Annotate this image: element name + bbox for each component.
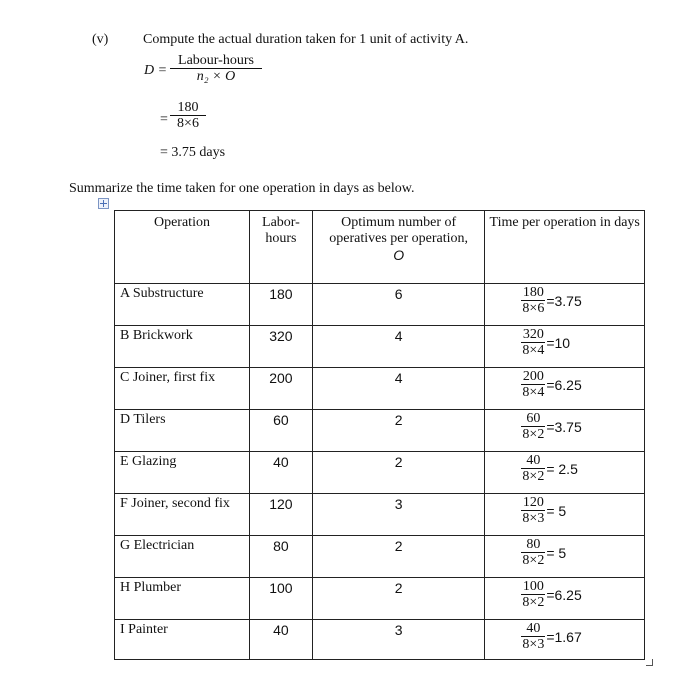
time-summary-table bbox=[114, 210, 645, 660]
time-fraction bbox=[521, 411, 581, 442]
substitution-denominator: 8×6 bbox=[177, 116, 199, 131]
substitution-numerator: 180 bbox=[177, 100, 199, 115]
time-fraction bbox=[521, 579, 581, 610]
header-optimum-symbol: O bbox=[393, 247, 405, 263]
operatives-cell: 3 bbox=[312, 494, 485, 536]
operation-cell: B Brickwork bbox=[115, 326, 250, 368]
table-row bbox=[115, 620, 645, 660]
labor-hours-cell: 180 bbox=[249, 284, 312, 326]
time-fraction bbox=[521, 495, 566, 526]
operation-cell: F Joiner, second fix bbox=[115, 494, 250, 536]
time-cell bbox=[485, 452, 645, 494]
time-denominator: 8×2 bbox=[522, 427, 545, 442]
time-numerator: 60 bbox=[521, 411, 545, 427]
formula-lhs: D = bbox=[144, 63, 168, 78]
time-result: =6.25 bbox=[546, 586, 582, 603]
substitution-equals: = bbox=[160, 112, 168, 127]
time-fraction bbox=[521, 537, 566, 568]
time-cell bbox=[485, 326, 645, 368]
table-row bbox=[115, 536, 645, 578]
time-denominator: 8×4 bbox=[522, 385, 545, 400]
labor-hours-cell: 120 bbox=[249, 494, 312, 536]
operatives-cell: 2 bbox=[312, 452, 485, 494]
time-cell bbox=[485, 578, 645, 620]
header-operation: Operation bbox=[115, 211, 250, 284]
time-fraction bbox=[521, 327, 570, 358]
labor-hours-cell: 60 bbox=[249, 410, 312, 452]
time-result: = 5 bbox=[546, 544, 567, 561]
time-denominator: 8×6 bbox=[522, 301, 545, 316]
time-cell bbox=[485, 410, 645, 452]
time-denominator: 8×2 bbox=[522, 469, 545, 484]
time-numerator: 40 bbox=[521, 621, 545, 637]
operatives-cell: 4 bbox=[312, 368, 485, 410]
step-number: (v) bbox=[92, 32, 109, 47]
table-row bbox=[115, 494, 645, 536]
time-result: =6.25 bbox=[546, 376, 582, 393]
operatives-cell: 2 bbox=[312, 578, 485, 620]
time-result: =3.75 bbox=[546, 292, 582, 309]
operation-cell: C Joiner, first fix bbox=[115, 368, 250, 410]
summary-text: Summarize the time taken for one operation in days as below. bbox=[69, 181, 415, 196]
labor-hours-cell: 80 bbox=[249, 536, 312, 578]
header-time-per-operation: Time per operation in days bbox=[485, 211, 645, 284]
header-optimum-operatives: Optimum number of operatives per operation, O bbox=[312, 211, 485, 284]
time-cell bbox=[485, 620, 645, 660]
substitution-fraction bbox=[170, 100, 206, 131]
table-row bbox=[115, 410, 645, 452]
time-result: = 5 bbox=[546, 502, 567, 519]
time-denominator: 8×2 bbox=[522, 553, 545, 568]
table-header-row bbox=[115, 211, 645, 284]
time-numerator: 80 bbox=[521, 537, 545, 553]
time-fraction bbox=[521, 369, 581, 400]
time-cell bbox=[485, 368, 645, 410]
operatives-cell: 3 bbox=[312, 620, 485, 660]
operation-cell: D Tilers bbox=[115, 410, 250, 452]
table-row bbox=[115, 326, 645, 368]
time-numerator: 100 bbox=[522, 579, 544, 594]
header-labor-hours: Labor-hours bbox=[249, 211, 312, 284]
operation-cell: A Substructure bbox=[115, 284, 250, 326]
formula-fraction bbox=[170, 53, 262, 84]
operatives-cell: 2 bbox=[312, 410, 485, 452]
table-row bbox=[115, 368, 645, 410]
time-result: =3.75 bbox=[546, 418, 582, 435]
time-numerator: 180 bbox=[522, 285, 544, 300]
operation-cell: G Electrician bbox=[115, 536, 250, 578]
time-cell bbox=[485, 284, 645, 326]
operation-cell: H Plumber bbox=[115, 578, 250, 620]
time-fraction bbox=[521, 285, 581, 316]
time-numerator: 200 bbox=[522, 369, 544, 384]
table-row bbox=[115, 578, 645, 620]
table-resize-handle[interactable] bbox=[646, 659, 653, 666]
time-cell bbox=[485, 494, 645, 536]
time-numerator: 320 bbox=[522, 327, 544, 342]
operation-cell: I Painter bbox=[115, 620, 250, 660]
time-numerator: 40 bbox=[521, 453, 545, 469]
time-result: =1.67 bbox=[546, 628, 582, 645]
table-row bbox=[115, 284, 645, 326]
formula-numerator: Labour-hours bbox=[178, 53, 254, 68]
time-denominator: 8×2 bbox=[522, 595, 545, 610]
time-denominator: 8×3 bbox=[522, 637, 545, 652]
table-row bbox=[115, 452, 645, 494]
table-move-handle-icon[interactable] bbox=[98, 198, 109, 209]
duration-result: = 3.75 days bbox=[160, 145, 226, 160]
labor-hours-cell: 40 bbox=[249, 620, 312, 660]
operation-cell: E Glazing bbox=[115, 452, 250, 494]
operatives-cell: 2 bbox=[312, 536, 485, 578]
labor-hours-cell: 200 bbox=[249, 368, 312, 410]
step-heading: Compute the actual duration taken for 1 unit of activity A. bbox=[143, 32, 469, 47]
time-denominator: 8×4 bbox=[522, 343, 545, 358]
time-result: =10 bbox=[546, 334, 571, 351]
formula-denominator: n₂ × O bbox=[196, 69, 236, 84]
labor-hours-cell: 40 bbox=[249, 452, 312, 494]
operatives-cell: 6 bbox=[312, 284, 485, 326]
time-fraction bbox=[521, 453, 577, 484]
time-denominator: 8×3 bbox=[522, 511, 545, 526]
labor-hours-cell: 320 bbox=[249, 326, 312, 368]
time-fraction bbox=[521, 621, 581, 652]
operatives-cell: 4 bbox=[312, 326, 485, 368]
time-cell bbox=[485, 536, 645, 578]
labor-hours-cell: 100 bbox=[249, 578, 312, 620]
time-result: = 2.5 bbox=[546, 460, 578, 477]
time-numerator: 120 bbox=[522, 495, 544, 510]
